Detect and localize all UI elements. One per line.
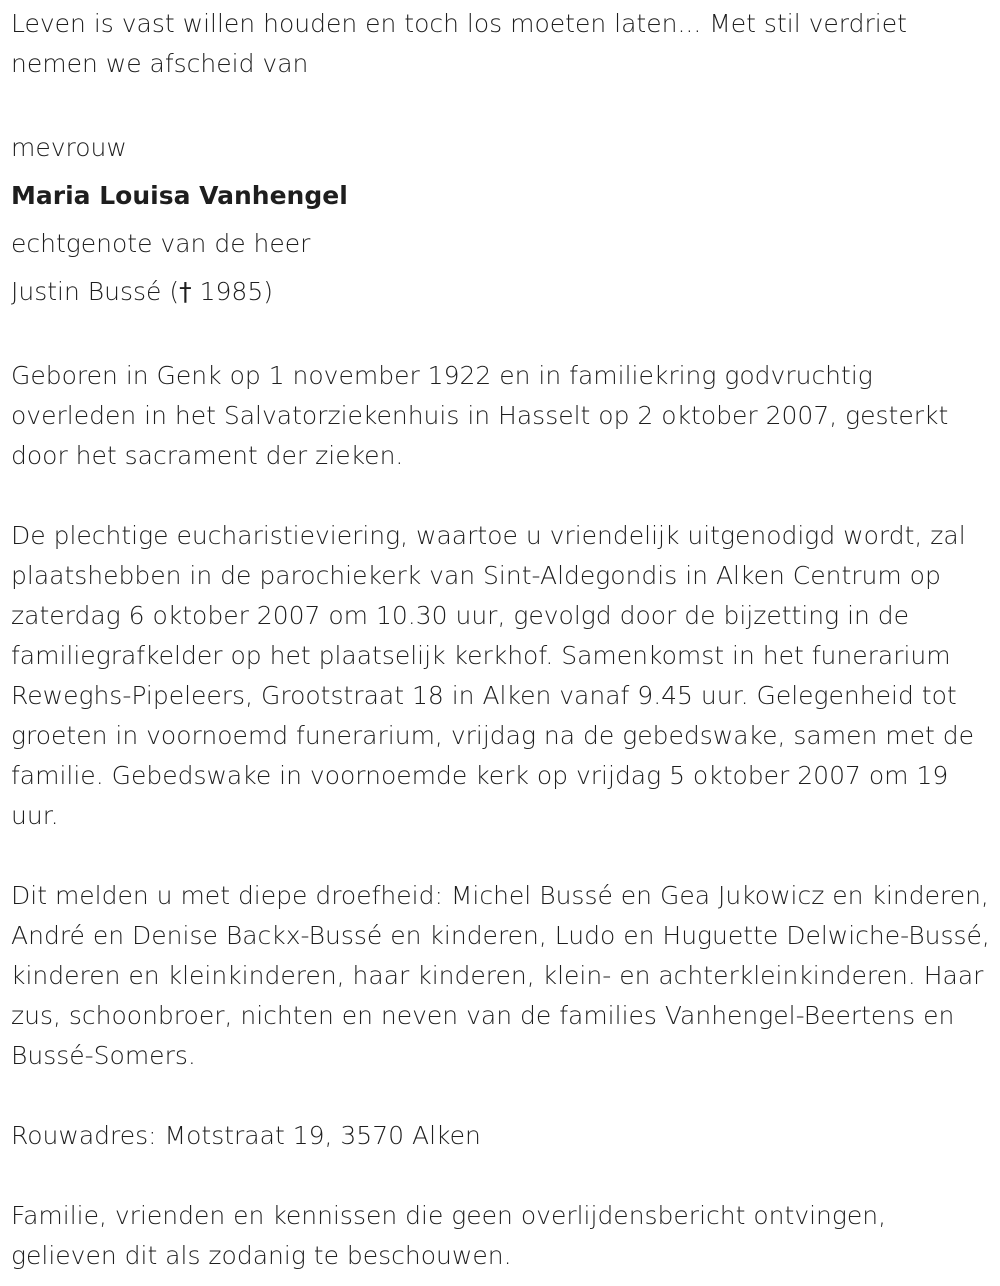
spacer	[11, 1156, 991, 1196]
cross-icon: †	[179, 277, 192, 306]
ceremony-paragraph: De plechtige eucharistieviering, waartoe u vriendelijk uitgenodigd wordt, zal plaatshebben in de parochiekerk van Sint-Aldegondis in Alken Centrum op zaterdag 6 oktober 2007 om 10.30 uur, gevolgd door de bijzetting in de familiegrafkelder op het plaatselijk kerkhof. Samenkomst in het funerarium Reweghs-Pipeleers, Grootstraat 18 in Alken vanaf 9.45 uur. Gelegenheid tot groeten in voornoemd funerarium, vrijdag na de gebedswake, samen met de familie. Gebedswake in voornoemde kerk op vrijdag 5 oktober 2007 om 19 uur.	[11, 521, 974, 830]
title-prefix: mevrouw	[11, 133, 127, 162]
spouse-death-year: 1985	[199, 277, 264, 306]
family-paragraph: Dit melden u met diepe droefheid: Michel Bussé en Gea Jukowicz en kinderen, André en Denise Backx-Bussé en kinderen, Ludo en Huguette Delwiche-Bussé, kinderen en kleinkinderen, haar kinderen, klein- en achterkleinkinderen. Haar zus, schoonbroer, nichten en neven van de families Vanhengel-Beertens en Bussé-Somers.	[11, 881, 990, 1070]
mourning-address: Rouwadres: Motstraat 19, 3570 Alken	[11, 1121, 481, 1150]
spacer	[11, 84, 991, 124]
spacer	[11, 316, 991, 356]
name-block	[11, 124, 991, 316]
spouse-line	[11, 268, 991, 316]
deceased-name: Maria Louisa Vanhengel	[11, 181, 348, 210]
intro-text: Leven is vast willen houden en toch los moeten laten... Met stil verdriet nemen we afscheid van	[11, 9, 907, 78]
spouse-name: Justin Bussé	[11, 277, 162, 306]
spacer	[11, 836, 991, 876]
paren-open: (	[169, 277, 180, 306]
paren-close: )	[263, 277, 273, 306]
spacer	[11, 1076, 991, 1116]
relation-text: echtgenote van de heer	[11, 229, 311, 258]
spacer	[11, 476, 991, 516]
closing-paragraph: Familie, vrienden en kennissen die geen overlijdensbericht ontvingen, gelieven dit als zodanig te beschouwen.	[11, 1201, 887, 1270]
birth-death-paragraph: Geboren in Genk op 1 november 1922 en in familiekring godvruchtig overleden in het Salvatorziekenhuis in Hasselt op 2 oktober 2007, gesterkt door het sacrament der zieken.	[11, 361, 949, 470]
